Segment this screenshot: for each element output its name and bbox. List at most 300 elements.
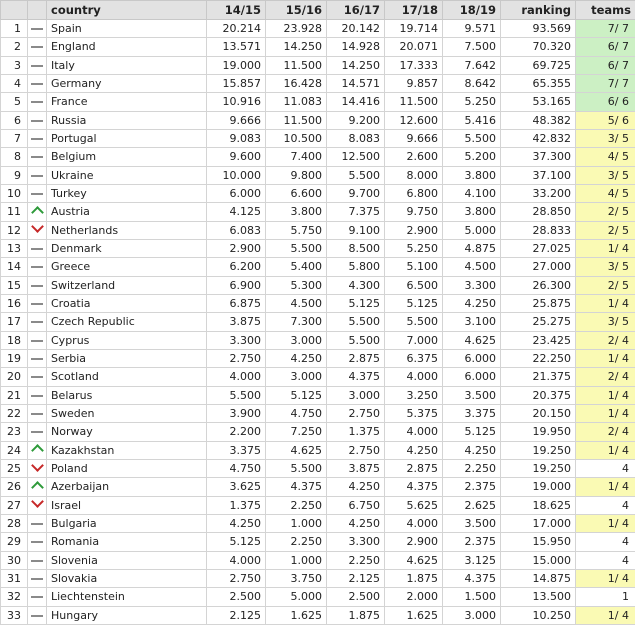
country-cell: Scotland <box>47 368 207 386</box>
season-16-17-cell: 5.500 <box>327 313 385 331</box>
country-cell: Kazakhstan <box>47 441 207 459</box>
header-ranking[interactable]: ranking <box>501 1 576 20</box>
table-row <box>1 20 635 38</box>
season-14-15-cell: 2.500 <box>207 588 266 606</box>
rank-cell: 30 <box>1 551 28 569</box>
country-cell: France <box>47 93 207 111</box>
trend-cell <box>28 56 47 74</box>
dash-icon <box>31 28 43 30</box>
season-15-16-cell: 16.428 <box>266 74 327 92</box>
season-17-18-cell: 2.900 <box>385 533 443 551</box>
country-cell: Poland <box>47 459 207 477</box>
teams-cell: 1/ 4 <box>576 606 635 624</box>
teams-cell: 1 <box>576 588 635 606</box>
table-row <box>1 38 635 56</box>
table-row <box>1 514 635 532</box>
rank-cell: 27 <box>1 496 28 514</box>
season-14-15-cell: 6.875 <box>207 294 266 312</box>
teams-cell: 2/ 4 <box>576 331 635 349</box>
rank-cell: 11 <box>1 203 28 221</box>
ranking-cell: 26.300 <box>501 276 576 294</box>
ranking-cell: 42.832 <box>501 129 576 147</box>
arrow-up-icon <box>31 206 44 219</box>
season-14-15-cell: 5.500 <box>207 386 266 404</box>
season-16-17-cell: 3.300 <box>327 533 385 551</box>
country-cell: Croatia <box>47 294 207 312</box>
season-15-16-cell: 5.400 <box>266 258 327 276</box>
season-15-16-cell: 7.400 <box>266 148 327 166</box>
season-16-17-cell: 3.000 <box>327 386 385 404</box>
table-row <box>1 239 635 257</box>
teams-cell: 3/ 5 <box>576 129 635 147</box>
teams-cell: 1/ 4 <box>576 441 635 459</box>
season-17-18-cell: 20.071 <box>385 38 443 56</box>
table-row <box>1 478 635 496</box>
season-15-16-cell: 3.750 <box>266 569 327 587</box>
dash-icon <box>31 266 43 268</box>
season-17-18-cell: 19.714 <box>385 20 443 38</box>
dash-icon <box>31 413 43 415</box>
rank-cell: 13 <box>1 239 28 257</box>
rank-cell: 16 <box>1 294 28 312</box>
ranking-cell: 25.275 <box>501 313 576 331</box>
ranking-cell: 17.000 <box>501 514 576 532</box>
header-season-14-15[interactable]: 14/15 <box>207 1 266 20</box>
rank-cell: 20 <box>1 368 28 386</box>
teams-cell: 4/ 5 <box>576 148 635 166</box>
season-17-18-cell: 5.625 <box>385 496 443 514</box>
dash-icon <box>31 156 43 158</box>
season-14-15-cell: 4.250 <box>207 514 266 532</box>
ranking-cell: 18.625 <box>501 496 576 514</box>
season-16-17-cell: 2.125 <box>327 569 385 587</box>
rank-cell: 5 <box>1 93 28 111</box>
season-14-15-cell: 6.000 <box>207 184 266 202</box>
season-14-15-cell: 6.900 <box>207 276 266 294</box>
trend-cell <box>28 514 47 532</box>
season-15-16-cell: 9.800 <box>266 166 327 184</box>
teams-cell: 4 <box>576 496 635 514</box>
table-row <box>1 184 635 202</box>
teams-cell: 6/ 7 <box>576 38 635 56</box>
country-cell: Romania <box>47 533 207 551</box>
season-18-19-cell: 4.625 <box>443 331 501 349</box>
season-18-19-cell: 5.125 <box>443 423 501 441</box>
season-18-19-cell: 8.642 <box>443 74 501 92</box>
trend-cell <box>28 441 47 459</box>
table-row <box>1 423 635 441</box>
season-16-17-cell: 9.700 <box>327 184 385 202</box>
table-row <box>1 606 635 624</box>
season-14-15-cell: 9.083 <box>207 129 266 147</box>
table-row <box>1 551 635 569</box>
teams-cell: 7/ 7 <box>576 74 635 92</box>
season-15-16-cell: 23.928 <box>266 20 327 38</box>
season-15-16-cell: 3.800 <box>266 203 327 221</box>
season-18-19-cell: 5.200 <box>443 148 501 166</box>
dash-icon <box>31 285 43 287</box>
rank-cell: 1 <box>1 20 28 38</box>
season-15-16-cell: 3.000 <box>266 331 327 349</box>
season-15-16-cell: 4.625 <box>266 441 327 459</box>
country-cell: Serbia <box>47 349 207 367</box>
country-cell: Bulgaria <box>47 514 207 532</box>
teams-cell: 6/ 6 <box>576 93 635 111</box>
table-row <box>1 533 635 551</box>
teams-cell: 1/ 4 <box>576 404 635 422</box>
season-17-18-cell: 2.000 <box>385 588 443 606</box>
season-14-15-cell: 6.200 <box>207 258 266 276</box>
season-15-16-cell: 4.500 <box>266 294 327 312</box>
table-row <box>1 313 635 331</box>
dash-icon <box>31 46 43 48</box>
table-row <box>1 148 635 166</box>
dash-icon <box>31 193 43 195</box>
ranking-cell: 37.100 <box>501 166 576 184</box>
season-16-17-cell: 8.083 <box>327 129 385 147</box>
trend-cell <box>28 368 47 386</box>
rank-cell: 4 <box>1 74 28 92</box>
table-row <box>1 496 635 514</box>
dash-icon <box>31 376 43 378</box>
season-18-19-cell: 7.500 <box>443 38 501 56</box>
teams-cell: 4/ 5 <box>576 184 635 202</box>
dash-icon <box>31 578 43 580</box>
dash-icon <box>31 395 43 397</box>
ranking-cell: 70.320 <box>501 38 576 56</box>
trend-cell <box>28 423 47 441</box>
trend-cell <box>28 203 47 221</box>
season-17-18-cell: 8.000 <box>385 166 443 184</box>
trend-cell <box>28 38 47 56</box>
season-14-15-cell: 4.000 <box>207 368 266 386</box>
season-16-17-cell: 7.375 <box>327 203 385 221</box>
season-16-17-cell: 2.875 <box>327 349 385 367</box>
table-row <box>1 166 635 184</box>
season-16-17-cell: 5.500 <box>327 166 385 184</box>
table-row <box>1 93 635 111</box>
season-15-16-cell: 5.500 <box>266 459 327 477</box>
header-country[interactable]: country <box>47 1 207 20</box>
season-14-15-cell: 13.571 <box>207 38 266 56</box>
teams-cell: 2/ 4 <box>576 423 635 441</box>
season-17-18-cell: 3.250 <box>385 386 443 404</box>
country-cell: Spain <box>47 20 207 38</box>
country-cell: England <box>47 38 207 56</box>
season-16-17-cell: 2.250 <box>327 551 385 569</box>
ranking-cell: 14.875 <box>501 569 576 587</box>
season-14-15-cell: 10.916 <box>207 93 266 111</box>
dash-icon <box>31 303 43 305</box>
trend-cell <box>28 276 47 294</box>
rank-cell: 23 <box>1 423 28 441</box>
country-cell: Norway <box>47 423 207 441</box>
season-17-18-cell: 4.250 <box>385 441 443 459</box>
season-17-18-cell: 17.333 <box>385 56 443 74</box>
season-18-19-cell: 3.375 <box>443 404 501 422</box>
season-18-19-cell: 9.571 <box>443 20 501 38</box>
header-trend <box>28 1 47 20</box>
season-15-16-cell: 4.750 <box>266 404 327 422</box>
season-16-17-cell: 2.500 <box>327 588 385 606</box>
season-14-15-cell: 4.000 <box>207 551 266 569</box>
season-18-19-cell: 2.375 <box>443 478 501 496</box>
country-cell: Russia <box>47 111 207 129</box>
season-15-16-cell: 1.625 <box>266 606 327 624</box>
ranking-cell: 27.025 <box>501 239 576 257</box>
season-18-19-cell: 5.500 <box>443 129 501 147</box>
season-14-15-cell: 4.125 <box>207 203 266 221</box>
season-18-19-cell: 3.800 <box>443 203 501 221</box>
season-18-19-cell: 5.250 <box>443 93 501 111</box>
arrow-up-icon <box>31 481 44 494</box>
ranking-cell: 33.200 <box>501 184 576 202</box>
season-14-15-cell: 3.900 <box>207 404 266 422</box>
season-18-19-cell: 5.416 <box>443 111 501 129</box>
rank-cell: 32 <box>1 588 28 606</box>
rank-cell: 9 <box>1 166 28 184</box>
table-row <box>1 258 635 276</box>
ranking-cell: 23.425 <box>501 331 576 349</box>
trend-cell <box>28 569 47 587</box>
rank-cell: 2 <box>1 38 28 56</box>
season-14-15-cell: 2.750 <box>207 569 266 587</box>
ranking-cell: 93.569 <box>501 20 576 38</box>
season-18-19-cell: 1.500 <box>443 588 501 606</box>
header-season-18-19[interactable]: 18/19 <box>443 1 501 20</box>
season-17-18-cell: 2.600 <box>385 148 443 166</box>
rank-cell: 31 <box>1 569 28 587</box>
season-18-19-cell: 4.875 <box>443 239 501 257</box>
header-season-15-16[interactable]: 15/16 <box>266 1 327 20</box>
ranking-cell: 48.382 <box>501 111 576 129</box>
season-17-18-cell: 4.000 <box>385 514 443 532</box>
season-17-18-cell: 9.666 <box>385 129 443 147</box>
header-teams[interactable]: teams <box>576 1 635 20</box>
dash-icon <box>31 138 43 140</box>
season-16-17-cell: 5.125 <box>327 294 385 312</box>
season-18-19-cell: 2.250 <box>443 459 501 477</box>
ranking-cell: 25.875 <box>501 294 576 312</box>
season-14-15-cell: 3.375 <box>207 441 266 459</box>
season-14-15-cell: 15.857 <box>207 74 266 92</box>
season-17-18-cell: 4.375 <box>385 478 443 496</box>
season-14-15-cell: 20.214 <box>207 20 266 38</box>
dash-icon <box>31 358 43 360</box>
table-row <box>1 111 635 129</box>
season-15-16-cell: 11.083 <box>266 93 327 111</box>
season-16-17-cell: 14.571 <box>327 74 385 92</box>
header-season-17-18[interactable]: 17/18 <box>385 1 443 20</box>
teams-cell: 1/ 4 <box>576 478 635 496</box>
season-16-17-cell: 5.800 <box>327 258 385 276</box>
season-14-15-cell: 2.125 <box>207 606 266 624</box>
season-14-15-cell: 3.300 <box>207 331 266 349</box>
ranking-cell: 22.250 <box>501 349 576 367</box>
season-16-17-cell: 6.750 <box>327 496 385 514</box>
arrow-up-icon <box>31 444 44 457</box>
country-cell: Turkey <box>47 184 207 202</box>
table-header <box>1 1 635 20</box>
ranking-cell: 19.250 <box>501 459 576 477</box>
season-18-19-cell: 4.500 <box>443 258 501 276</box>
teams-cell: 2/ 4 <box>576 368 635 386</box>
rank-cell: 12 <box>1 221 28 239</box>
season-17-18-cell: 6.800 <box>385 184 443 202</box>
dash-icon <box>31 615 43 617</box>
trend-cell <box>28 166 47 184</box>
table-row <box>1 459 635 477</box>
season-17-18-cell: 2.900 <box>385 221 443 239</box>
season-16-17-cell: 8.500 <box>327 239 385 257</box>
country-cell: Liechtenstein <box>47 588 207 606</box>
teams-cell: 1/ 4 <box>576 386 635 404</box>
teams-cell: 1/ 4 <box>576 514 635 532</box>
rank-cell: 26 <box>1 478 28 496</box>
season-15-16-cell: 5.000 <box>266 588 327 606</box>
season-17-18-cell: 6.500 <box>385 276 443 294</box>
trend-cell <box>28 313 47 331</box>
season-14-15-cell: 2.200 <box>207 423 266 441</box>
season-14-15-cell: 2.750 <box>207 349 266 367</box>
country-cell: Israel <box>47 496 207 514</box>
teams-cell: 1/ 4 <box>576 294 635 312</box>
season-15-16-cell: 11.500 <box>266 111 327 129</box>
season-16-17-cell: 4.375 <box>327 368 385 386</box>
trend-cell <box>28 111 47 129</box>
season-16-17-cell: 14.250 <box>327 56 385 74</box>
trend-cell <box>28 404 47 422</box>
season-14-15-cell: 4.750 <box>207 459 266 477</box>
dash-icon <box>31 523 43 525</box>
table-row <box>1 203 635 221</box>
season-16-17-cell: 9.100 <box>327 221 385 239</box>
season-17-18-cell: 7.000 <box>385 331 443 349</box>
season-17-18-cell: 9.857 <box>385 74 443 92</box>
trend-cell <box>28 74 47 92</box>
country-cell: Austria <box>47 203 207 221</box>
rank-cell: 29 <box>1 533 28 551</box>
season-14-15-cell: 10.000 <box>207 166 266 184</box>
ranking-cell: 19.250 <box>501 441 576 459</box>
rank-cell: 28 <box>1 514 28 532</box>
season-15-16-cell: 14.250 <box>266 38 327 56</box>
season-15-16-cell: 7.250 <box>266 423 327 441</box>
country-cell: Sweden <box>47 404 207 422</box>
dash-icon <box>31 596 43 598</box>
trend-cell <box>28 478 47 496</box>
rank-cell: 22 <box>1 404 28 422</box>
country-cell: Belgium <box>47 148 207 166</box>
country-cell: Denmark <box>47 239 207 257</box>
trend-cell <box>28 588 47 606</box>
season-18-19-cell: 2.625 <box>443 496 501 514</box>
season-15-16-cell: 11.500 <box>266 56 327 74</box>
dash-icon <box>31 248 43 250</box>
rank-cell: 33 <box>1 606 28 624</box>
season-17-18-cell: 9.750 <box>385 203 443 221</box>
table-row <box>1 56 635 74</box>
trend-cell <box>28 459 47 477</box>
season-16-17-cell: 9.200 <box>327 111 385 129</box>
trend-cell <box>28 129 47 147</box>
rank-cell: 19 <box>1 349 28 367</box>
teams-cell: 3/ 5 <box>576 313 635 331</box>
season-15-16-cell: 3.000 <box>266 368 327 386</box>
arrow-down-icon <box>31 496 44 508</box>
season-17-18-cell: 5.100 <box>385 258 443 276</box>
season-14-15-cell: 3.625 <box>207 478 266 496</box>
trend-cell <box>28 20 47 38</box>
ranking-cell: 21.375 <box>501 368 576 386</box>
season-15-16-cell: 7.300 <box>266 313 327 331</box>
rank-cell: 6 <box>1 111 28 129</box>
season-16-17-cell: 5.500 <box>327 331 385 349</box>
season-16-17-cell: 1.375 <box>327 423 385 441</box>
rank-cell: 18 <box>1 331 28 349</box>
table-row <box>1 368 635 386</box>
country-cell: Hungary <box>47 606 207 624</box>
trend-cell <box>28 551 47 569</box>
season-17-18-cell: 5.500 <box>385 313 443 331</box>
season-17-18-cell: 12.600 <box>385 111 443 129</box>
ranking-cell: 19.950 <box>501 423 576 441</box>
season-15-16-cell: 6.600 <box>266 184 327 202</box>
season-18-19-cell: 4.375 <box>443 569 501 587</box>
teams-cell: 2/ 5 <box>576 221 635 239</box>
season-18-19-cell: 6.000 <box>443 368 501 386</box>
trend-cell <box>28 331 47 349</box>
country-cell: Belarus <box>47 386 207 404</box>
season-17-18-cell: 4.625 <box>385 551 443 569</box>
ranking-cell: 20.150 <box>501 404 576 422</box>
season-16-17-cell: 2.750 <box>327 404 385 422</box>
dash-icon <box>31 340 43 342</box>
dash-icon <box>31 83 43 85</box>
dash-icon <box>31 560 43 562</box>
season-16-17-cell: 4.300 <box>327 276 385 294</box>
country-cell: Germany <box>47 74 207 92</box>
season-17-18-cell: 6.375 <box>385 349 443 367</box>
ranking-cell: 19.000 <box>501 478 576 496</box>
season-16-17-cell: 14.416 <box>327 93 385 111</box>
ranking-cell: 65.355 <box>501 74 576 92</box>
rank-cell: 14 <box>1 258 28 276</box>
season-16-17-cell: 4.250 <box>327 478 385 496</box>
season-18-19-cell: 4.250 <box>443 294 501 312</box>
season-18-19-cell: 4.250 <box>443 441 501 459</box>
season-18-19-cell: 3.500 <box>443 386 501 404</box>
table-row <box>1 129 635 147</box>
rank-cell: 25 <box>1 459 28 477</box>
season-17-18-cell: 1.875 <box>385 569 443 587</box>
country-cell: Netherlands <box>47 221 207 239</box>
teams-cell: 4 <box>576 459 635 477</box>
trend-cell <box>28 386 47 404</box>
country-cell: Cyprus <box>47 331 207 349</box>
season-16-17-cell: 12.500 <box>327 148 385 166</box>
trend-cell <box>28 93 47 111</box>
trend-cell <box>28 148 47 166</box>
header-season-16-17[interactable]: 16/17 <box>327 1 385 20</box>
arrow-down-icon <box>31 221 44 233</box>
trend-cell <box>28 533 47 551</box>
ranking-cell: 37.300 <box>501 148 576 166</box>
rank-cell: 8 <box>1 148 28 166</box>
season-18-19-cell: 3.300 <box>443 276 501 294</box>
season-15-16-cell: 2.250 <box>266 496 327 514</box>
season-15-16-cell: 1.000 <box>266 514 327 532</box>
